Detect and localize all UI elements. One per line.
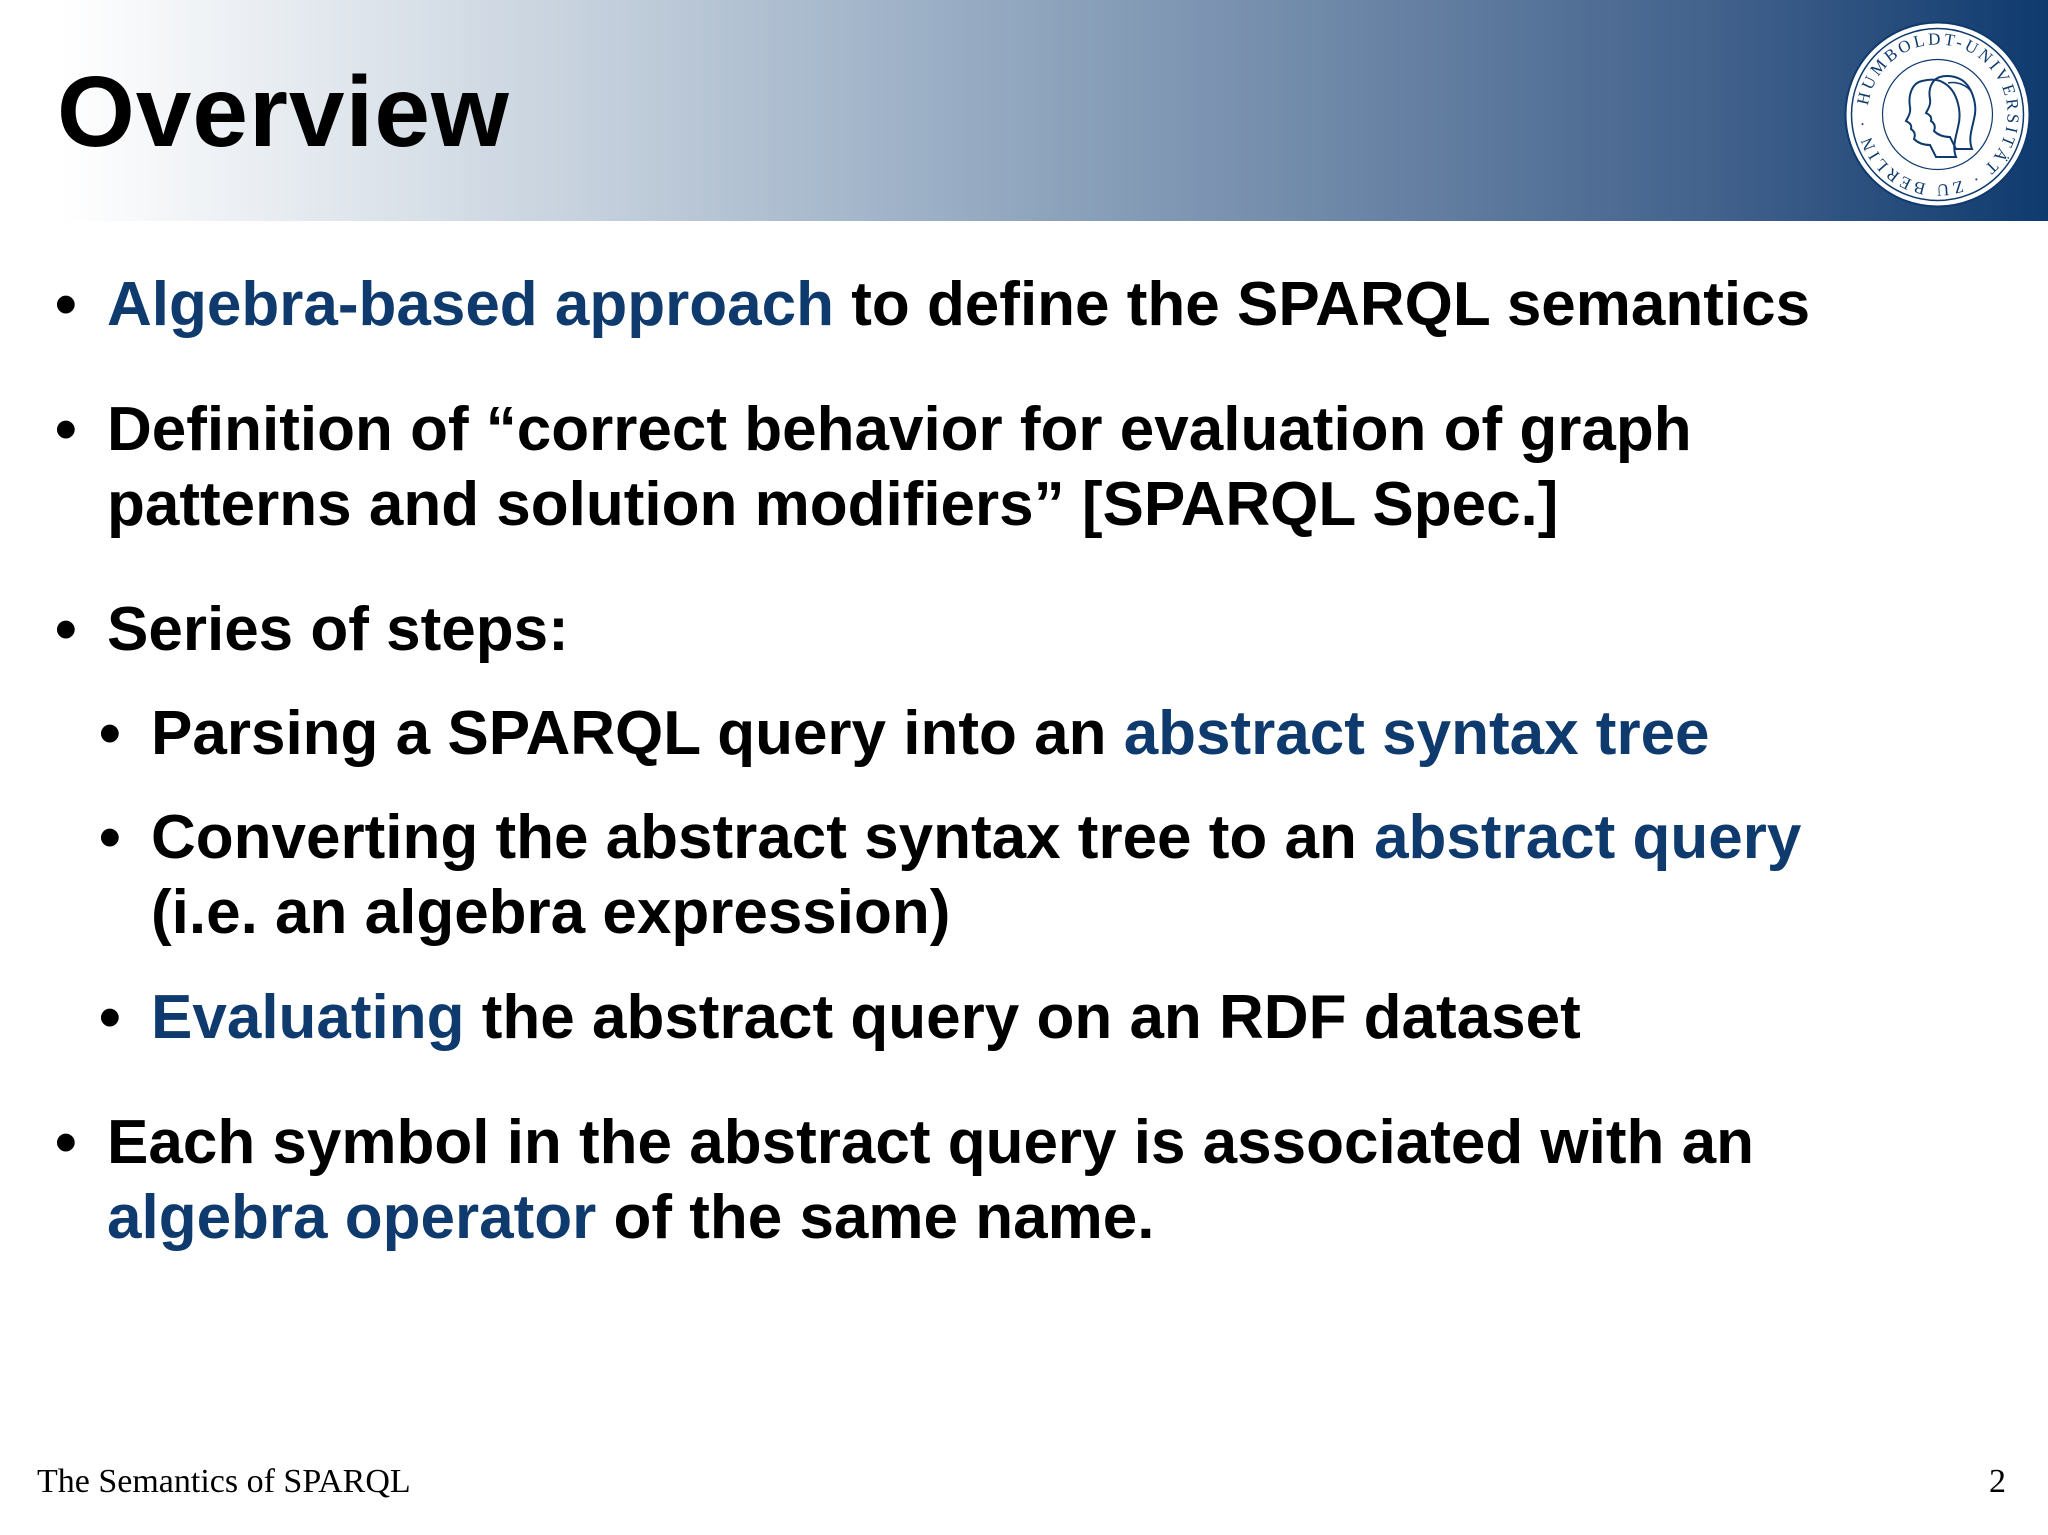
bullet-text: (i.e. an algebra expression) — [151, 878, 951, 947]
bullet-line — [107, 1180, 1154, 1256]
highlighted-term: Evaluating — [151, 983, 465, 1052]
bullet-line — [151, 696, 1710, 772]
bullet-text: Series of steps: — [107, 595, 569, 664]
bullet-text: to define the SPARQL semantics — [833, 270, 1811, 339]
bullet-text: Converting the abstract syntax tree to an — [151, 803, 1375, 872]
bullet-glyph: • — [55, 1108, 77, 1177]
bullet-line — [151, 980, 1581, 1056]
bullet-text: Each symbol in the abstract query is associated with an — [107, 1108, 1754, 1177]
bullet-line — [151, 800, 1801, 876]
bullet-line — [107, 467, 1558, 543]
slide-title: Overview — [57, 56, 510, 168]
page-number: 2 — [1989, 1463, 2006, 1500]
highlighted-term: abstract query — [1374, 803, 1802, 872]
bullet-line — [107, 267, 1810, 343]
bullet-line — [151, 875, 950, 951]
highlighted-term: abstract syntax tree — [1123, 699, 1710, 768]
bullet-glyph: • — [99, 983, 121, 1052]
highlighted-term: Algebra-based approach — [107, 270, 834, 339]
bullet-text: the abstract query on an RDF dataset — [464, 983, 1581, 1052]
bullet-line — [107, 1105, 1754, 1181]
svg-text:HUMBOLDT-UNIVERSITÄT · ZU BERL: HUMBOLDT-UNIVERSITÄT · ZU BERLIN · — [1852, 29, 2023, 200]
footer-title: The Semantics of SPARQL — [37, 1463, 411, 1500]
bullet-glyph: • — [55, 395, 77, 464]
bullet-text: Parsing a SPARQL query into an — [151, 699, 1124, 768]
bullet-glyph: • — [55, 595, 77, 664]
bullet-text: of the same name. — [596, 1183, 1155, 1252]
bullet-glyph: • — [99, 699, 121, 768]
highlighted-term: algebra operator — [107, 1183, 597, 1252]
bullet-line — [107, 392, 1692, 468]
bullet-line — [107, 592, 569, 668]
bullet-text: patterns and solution modifiers” [SPARQL Spec.] — [107, 470, 1559, 539]
bullet-text: Definition of “correct behavior for evaluation of graph — [107, 395, 1692, 464]
bullet-glyph: • — [55, 270, 77, 339]
bullet-glyph: • — [99, 803, 121, 872]
